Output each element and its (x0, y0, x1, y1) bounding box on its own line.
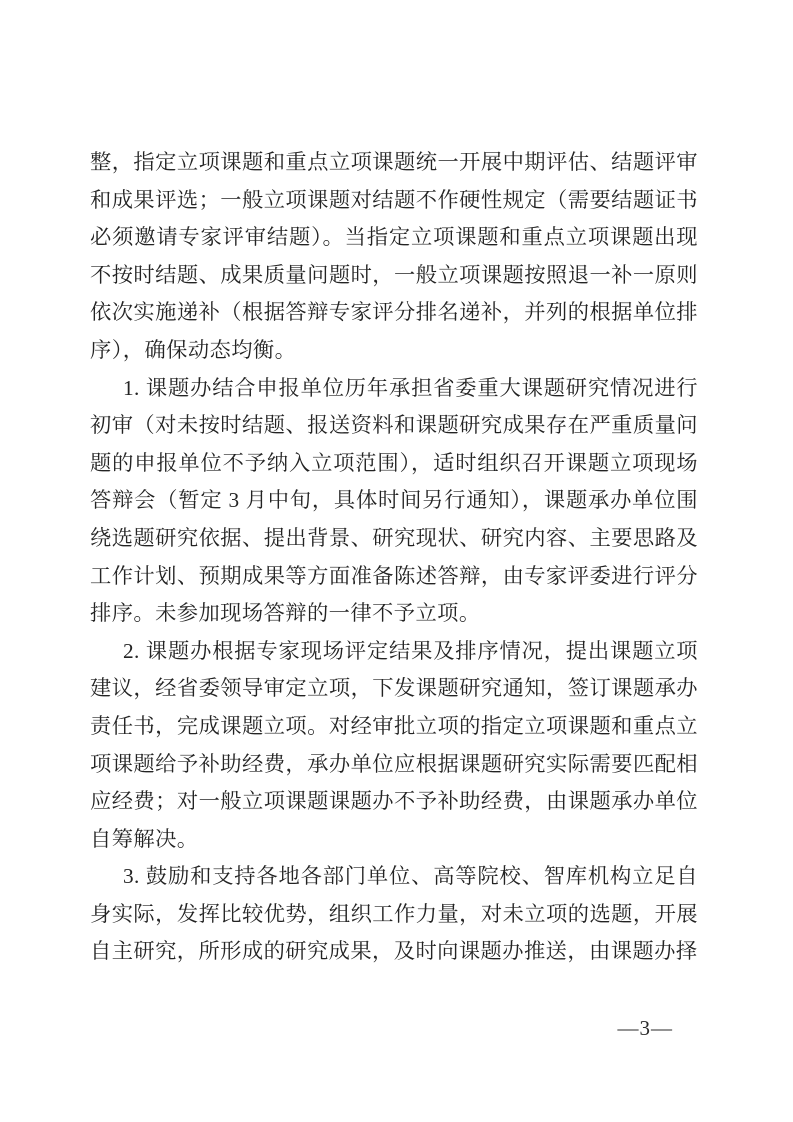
document-body (90, 144, 698, 971)
page-number: —3— (617, 1016, 673, 1040)
body-paragraph: 3. 鼓励和支持各地各部门单位、高等院校、智库机构立足自身实际，发挥比较优势，组织工作力量，对未立项的选题，开展自主研究，所形成的研究成果，及时向课题办推送，由课题办择 (90, 864, 698, 964)
body-paragraph: 整，指定立项课题和重点立项课题统一开展中期评估、结题评审和成果评选；一般立项课题对结题不作硬性规定（需要结题证书必须邀请专家评审结题）。当指定立项课题和重点立项课题出现不按时结题、成果质量问题时，一般立项课题按照退一补一原则依次实施递补（根据答辩专家评分排名递补，并列的根据单位排序），确保动态均衡。 (90, 150, 698, 362)
body-paragraph: 1. 课题办结合申报单位历年承担省委重大课题研究情况进行初审（对未按时结题、报送资料和课题研究成果存在严重质量问题的申报单位不予纳入立项范围），适时组织召开课题立项现场答辩会（暂定 3 月中旬，具体时间另行通知），课题承办单位围绕选题研究依据、提出背景、研究现状、研究内容、主要思路及工作计划、预期成果等方面准备陈述答辩，由专家评委进行评分排序。未参加现场答辩的一律不予立项。 (90, 375, 698, 626)
body-paragraph: 2. 课题办根据专家现场评定结果及排序情况，提出课题立项建议，经省委领导审定立项，下发课题研究通知，签订课题承办责任书，完成课题立项。对经审批立项的指定立项课题和重点立项课题给予补助经费，承办单位应根据课题研究实际需要匹配相应经费；对一般立项课题课题办不予补助经费，由课题承办单位自筹解决。 (90, 638, 698, 851)
